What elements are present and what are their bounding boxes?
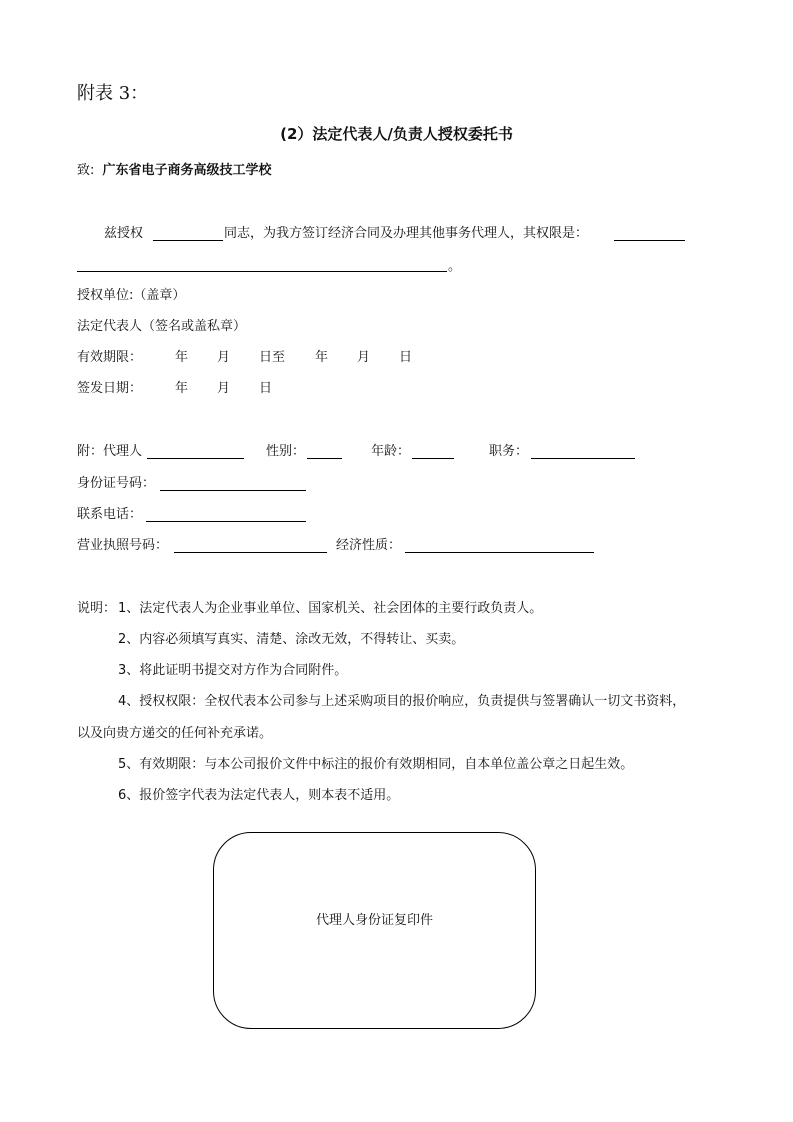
recipient-prefix: 致:: [77, 163, 95, 178]
recipient-line: [77, 163, 272, 179]
agent-blank[interactable]: [147, 458, 244, 459]
validity-month-from: 月: [217, 350, 231, 365]
recipient-org: 广东省电子商务高级技工学校: [102, 163, 272, 178]
license-label: 营业执照号码：: [77, 538, 169, 553]
auth-prefix: 兹授权: [104, 226, 144, 241]
validity-label: 有效期限：: [77, 350, 143, 365]
validity-day-to: 日至: [259, 350, 286, 365]
economy-label: 经济性质：: [336, 538, 402, 553]
id-number-blank[interactable]: [160, 490, 306, 491]
validity-day-end: 日: [399, 350, 413, 365]
agent-label: 附：代理人: [77, 444, 143, 459]
phone-label: 联系电话：: [77, 507, 143, 522]
phone-blank[interactable]: [146, 521, 306, 522]
note-5: 5、有效期限：与本公司报价文件中标注的报价有效期相同，自本单位盖公章之日起生效。: [118, 757, 634, 772]
notes-label: 说明：: [77, 601, 117, 616]
authority-blank-1[interactable]: [614, 240, 685, 241]
auth-unit-label: 授权单位:（盖章）: [77, 288, 186, 303]
auth-middle: 同志，为我方签订经济合同及办理其他事务代理人，其权限是：: [224, 226, 589, 241]
note-3: 3、将此证明书提交对方作为合同附件。: [118, 663, 348, 678]
issue-date-label: 签发日期：: [77, 381, 143, 396]
note-1: 1、法定代表人为企业事业单位、国家机关、社会团体的主要行政负责人。: [118, 601, 543, 616]
validity-year-from: 年: [175, 350, 189, 365]
note-4: 4、授权权限：全权代表本公司参与上述采购项目的报价响应，负责提供与签署确认一切文书资料，: [118, 694, 686, 709]
age-blank[interactable]: [412, 458, 454, 459]
issue-month: 月: [217, 381, 231, 396]
note-4-continued: 以及向贵方递交的任何补充承诺。: [77, 726, 273, 741]
position-blank[interactable]: [531, 458, 635, 459]
id-number-label: 身份证号码：: [77, 476, 156, 491]
age-label: 年龄：: [371, 444, 411, 459]
note-6: 6、报价签字代表为法定代表人，则本表不适用。: [118, 788, 400, 803]
agent-name-blank[interactable]: [153, 240, 223, 241]
issue-day: 日: [259, 381, 273, 396]
validity-month-to: 月: [357, 350, 371, 365]
auth-end: 。: [448, 259, 462, 274]
legal-rep-label: 法定代表人（签名或盖私章）: [77, 319, 247, 334]
position-label: 职务：: [489, 444, 529, 459]
id-copy-label: 代理人身份证复印件: [315, 913, 433, 928]
license-blank[interactable]: [174, 552, 327, 553]
gender-label: 性别：: [266, 444, 306, 459]
appendix-heading: 附表 3：: [77, 83, 149, 104]
authority-blank-2[interactable]: [77, 271, 447, 272]
document-title: (2）法定代表人/负责人授权委托书: [280, 125, 513, 143]
validity-year-to: 年: [315, 350, 329, 365]
id-copy-box: [213, 832, 536, 1029]
gender-blank[interactable]: [307, 458, 342, 459]
economy-blank[interactable]: [405, 552, 594, 553]
note-2: 2、内容必须填写真实、清楚、涂改无效，不得转让、买卖。: [118, 632, 465, 647]
issue-year: 年: [175, 381, 189, 396]
